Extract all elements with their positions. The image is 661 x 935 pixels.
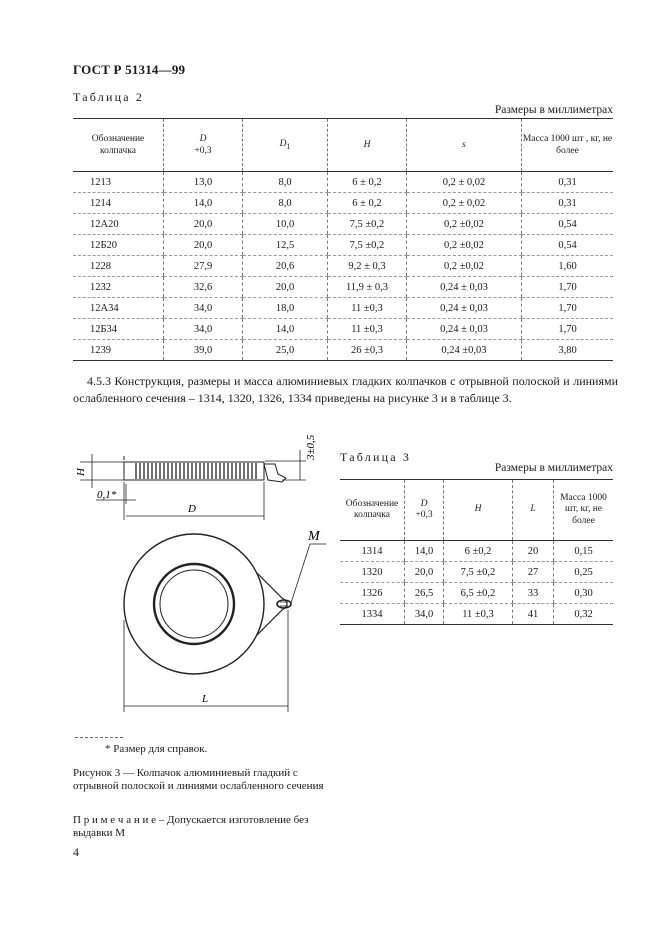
col-mass: Масса 1000 шт , кг, не более [522,119,614,172]
table-cell: 0,54 [522,235,614,256]
page-number: 4 [73,845,79,859]
table-cell: 20,0 [243,277,328,298]
table-row [73,277,613,298]
table-cell: 14,0 [243,319,328,340]
table-cell: 0,54 [522,214,614,235]
table-cell: 1228 [73,256,164,277]
col-designation: Обозначение колпачка [73,119,164,172]
table-cell: 26 ±0,3 [328,340,407,361]
col-mass: Масса 1000 шт, кг, не более [554,480,614,541]
table-cell: 1,70 [522,277,614,298]
table-row [340,583,613,604]
table-cell: 0,31 [522,193,614,214]
table-cell: 11 ±0,3 [444,604,513,625]
table-cell: 1314 [340,541,405,562]
table-cell: 41 [513,604,554,625]
table-cell: 14,0 [164,193,243,214]
table-cell: 1320 [340,562,405,583]
dim-h-label: H [75,468,87,476]
table-row [73,319,613,340]
col-designation: Обозначение колпачка [340,480,405,541]
table-cell: 12А20 [73,214,164,235]
table-cell: 6 ± 0,2 [328,193,407,214]
table-cell: 0,32 [554,604,614,625]
table-cell: 12Б34 [73,319,164,340]
figure-3-caption: Рисунок 3 — Колпачок алюминиевый гладкий с отрывной полоской и линиями ослабленного сечения [73,767,324,792]
dim-l-label: L [202,693,209,705]
table-row [340,541,613,562]
table-cell: 26,5 [405,583,444,604]
table-cell: 20,0 [164,214,243,235]
table-cell: 1213 [73,172,164,193]
col-d: D +0,3 [405,480,444,541]
table-cell: 0,30 [554,583,614,604]
table-row [340,604,613,625]
figure-note: П р и м е ч а н и е – Допускается изготовление без выдавки М [73,814,309,839]
table-row [73,256,613,277]
table-cell: 20,0 [405,562,444,583]
table-cell: 27,9 [164,256,243,277]
table-cell: 1,60 [522,256,614,277]
table-cell: 8,0 [243,172,328,193]
table-cell: 0,24 ± 0,03 [407,319,522,340]
table2-caption: Таблица 2 [73,90,145,104]
figure-3-drawing [70,420,340,720]
table-row [73,172,613,193]
table-cell: 1,70 [522,319,614,340]
table-cell: 1334 [340,604,405,625]
table-cell: 34,0 [164,298,243,319]
table-row [73,214,613,235]
dim-d-label: D [188,503,196,515]
table-cell: 0,24 ± 0,03 [407,277,522,298]
table-cell: 3,80 [522,340,614,361]
table-cell: 25,0 [243,340,328,361]
col-s: s [407,119,522,172]
col-d1: $D_1$ [243,119,328,172]
table-cell: 20,0 [164,235,243,256]
table-cell: 1,70 [522,298,614,319]
dim-top-label: 3±0,5 [305,434,317,460]
table-row [73,340,613,361]
table-cell: 0,2 ±0,02 [407,256,522,277]
table-cell: 6 ± 0,2 [328,172,407,193]
table-cell: 6 ±0,2 [444,541,513,562]
table-cell: 7,5 ±0,2 [444,562,513,583]
dim-offset-label: 0,1* [97,489,117,501]
table-cell: 11 ±0,3 [328,319,407,340]
col-d: D +0,3 [164,119,243,172]
table-row [73,298,613,319]
col-h: H [444,480,513,541]
table-cell: 10,0 [243,214,328,235]
table-cell: 0,31 [522,172,614,193]
table-cell: 0,2 ± 0,02 [407,193,522,214]
table-cell: 7,5 ±0,2 [328,214,407,235]
table-cell: 11 ±0,3 [328,298,407,319]
table-3 [340,479,613,625]
table-cell: 32,6 [164,277,243,298]
table-cell: 27 [513,562,554,583]
paragraph-4-5-3: 4.5.3 Конструкция, размеры и масса алюминиевых гладких колпачков с отрывной полоской и линиями ослабленного сечения – 1314, 1320, 1326, 1334 приведены на рисунке 3 и в таблице 3. [73,374,618,405]
table-2 [73,118,613,361]
table3-units: Размеры в миллиметрах [494,462,613,474]
table-cell: 0,24 ±0,03 [407,340,522,361]
table-cell: 7,5 ±0,2 [328,235,407,256]
table-cell: 0,24 ± 0,03 [407,298,522,319]
table-cell: 39,0 [164,340,243,361]
table-cell: 11,9 ± 0,3 [328,277,407,298]
table-cell: 0,2 ±0,02 [407,214,522,235]
table-cell: 18,0 [243,298,328,319]
table-cell: 20 [513,541,554,562]
table-cell: 8,0 [243,193,328,214]
cap-side-view [124,456,286,482]
table-cell: 1326 [340,583,405,604]
table-cell: 12,5 [243,235,328,256]
table-cell: 14,0 [405,541,444,562]
dim-m-label: M [308,529,320,544]
table-cell: 1239 [73,340,164,361]
document-header: ГОСТ Р 51314—99 [73,62,186,77]
table-cell: 34,0 [405,604,444,625]
table-cell: 6,5 ±0,2 [444,583,513,604]
table-cell: 0,2 ±0,02 [407,235,522,256]
table3-caption: Таблица 3 [340,450,412,464]
col-l: L [513,480,554,541]
table-cell: 12А34 [73,298,164,319]
table-cell: 33 [513,583,554,604]
table-cell: 12Б20 [73,235,164,256]
table-row [73,235,613,256]
table-cell: 20,6 [243,256,328,277]
table-cell: 1232 [73,277,164,298]
table-cell: 34,0 [164,319,243,340]
col-h: H [328,119,407,172]
footnote: * Размер для справок. [105,743,208,755]
table-cell: 1214 [73,193,164,214]
table-row [340,562,613,583]
table-row [73,193,613,214]
cap-plan-view [124,534,291,674]
footnote-divider [75,737,123,738]
table-cell: 0,25 [554,562,614,583]
table2-units: Размеры в миллиметрах [494,104,613,116]
table-cell: 0,15 [554,541,614,562]
table-cell: 13,0 [164,172,243,193]
table-cell: 0,2 ± 0,02 [407,172,522,193]
table-cell: 9,2 ± 0,3 [328,256,407,277]
